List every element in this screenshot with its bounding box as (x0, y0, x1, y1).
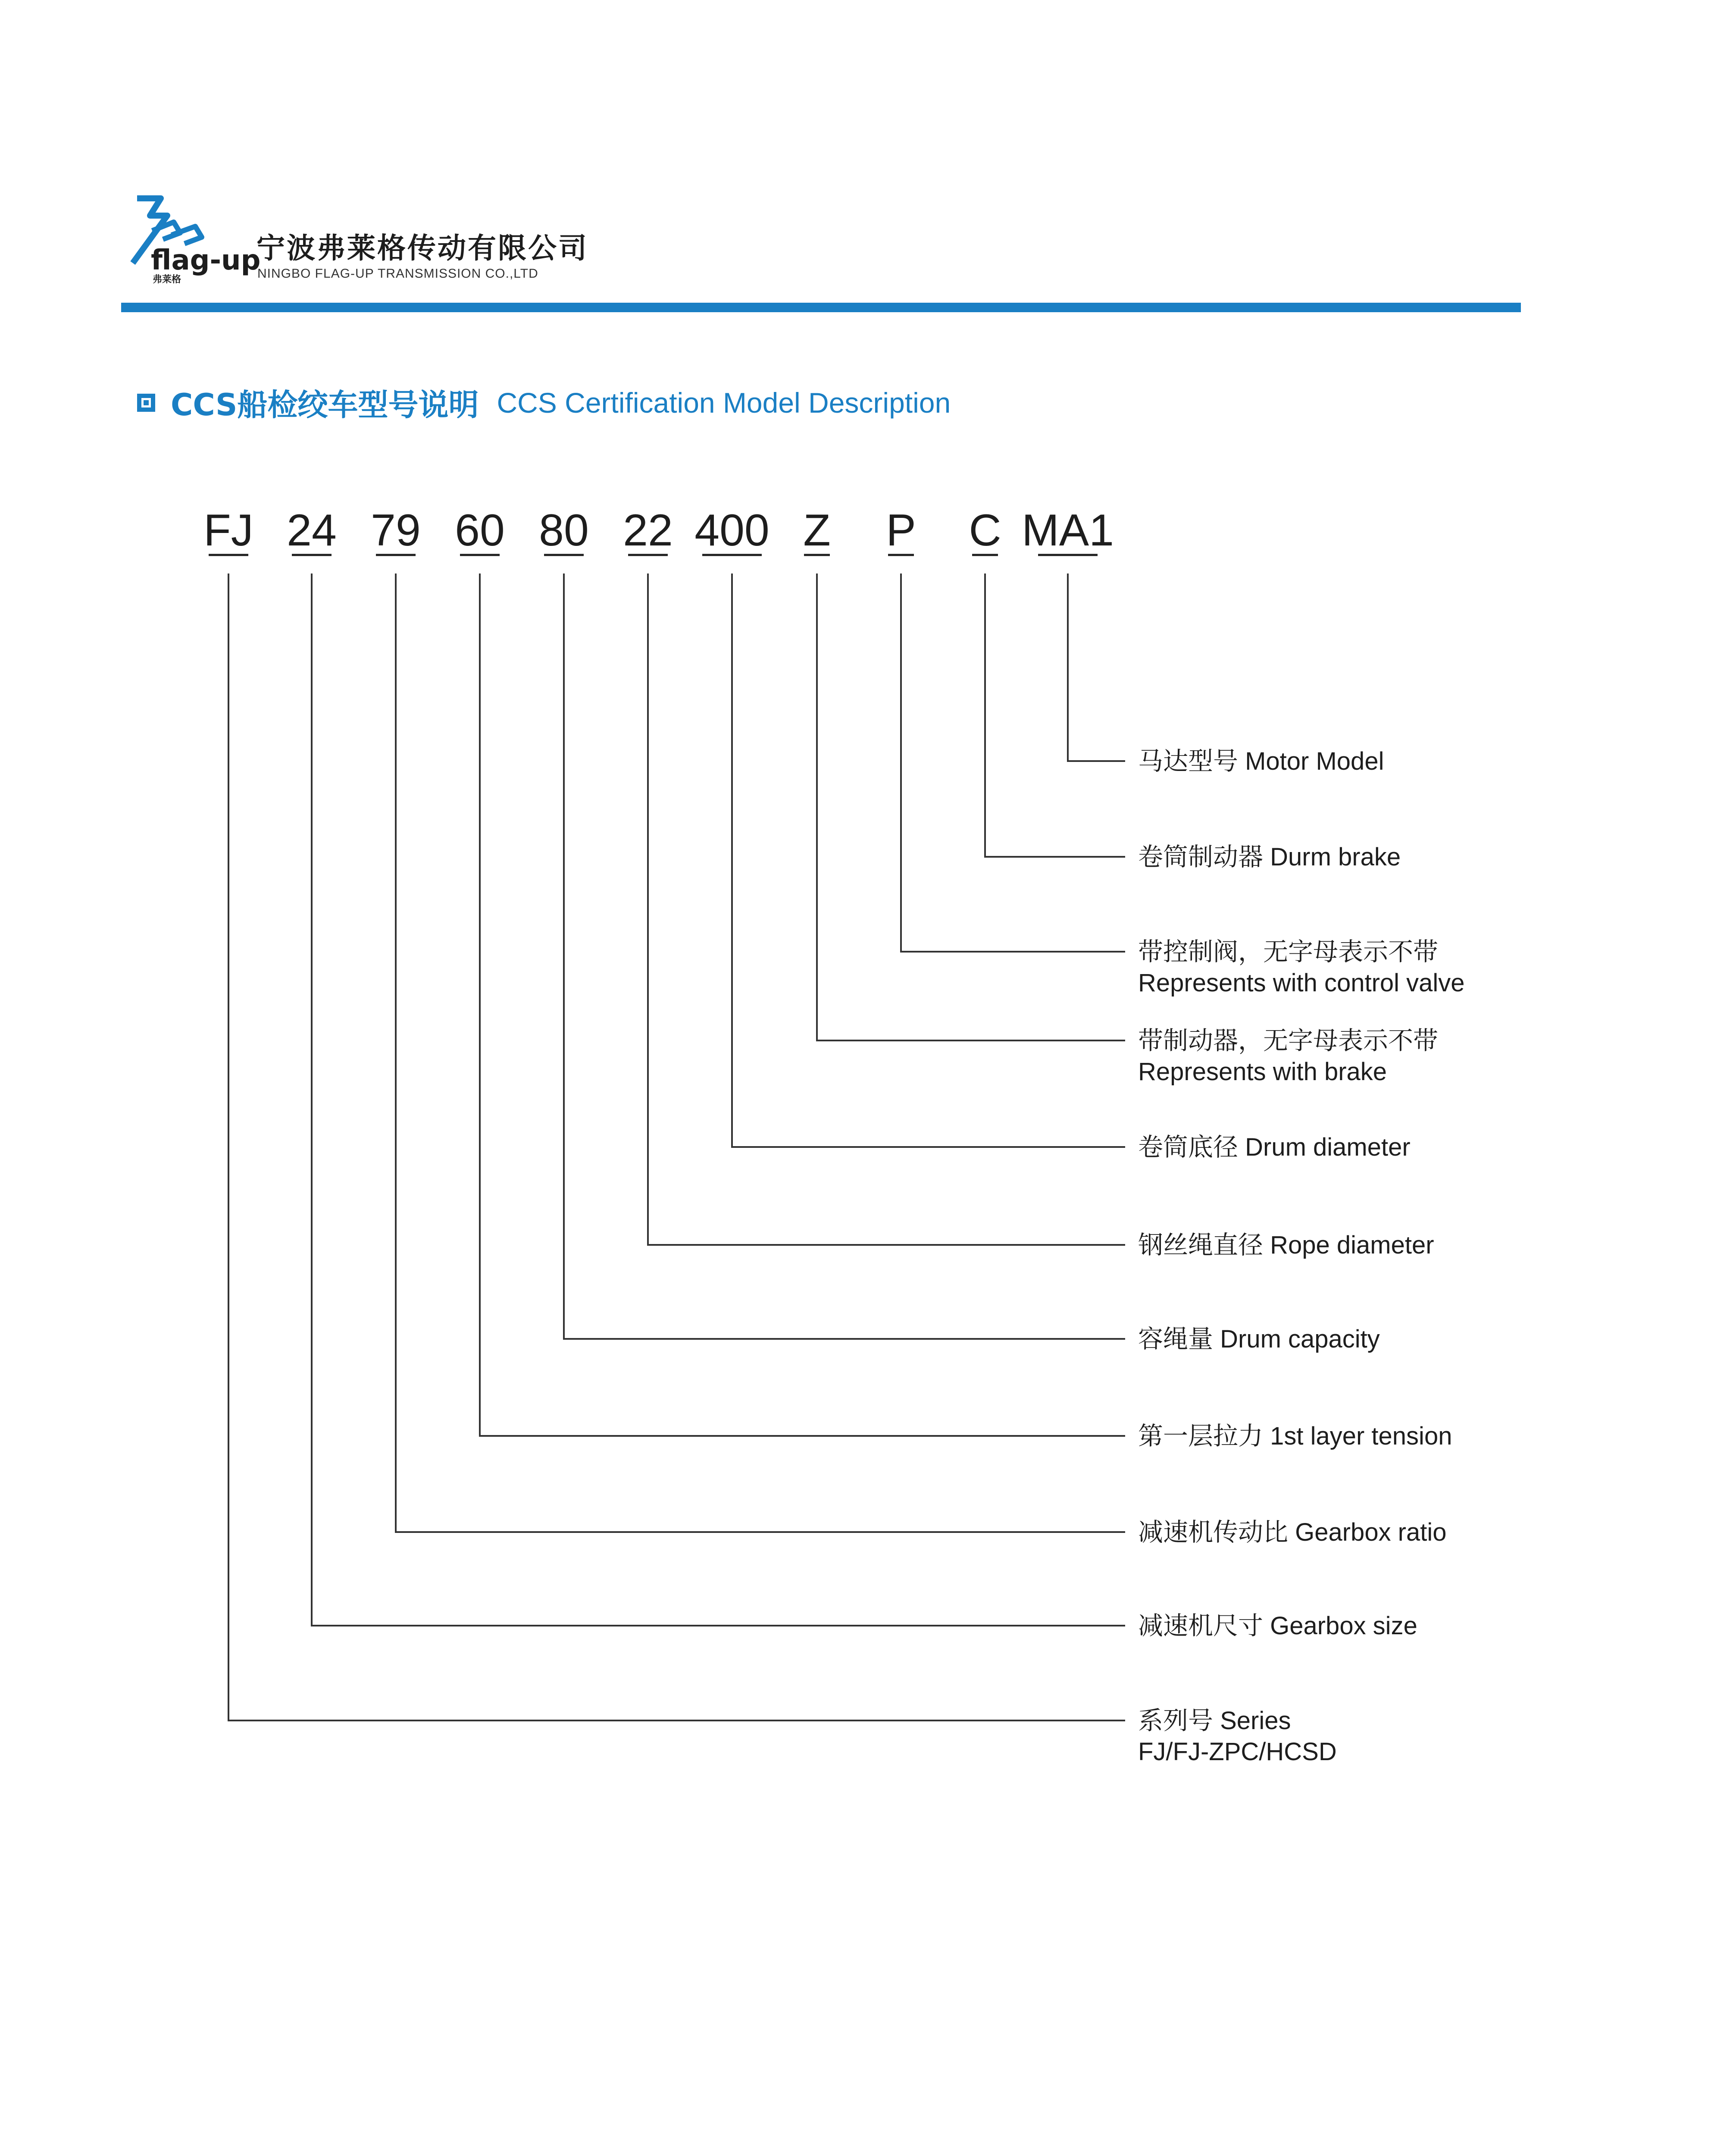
segment-description: 系列号 Series (1138, 1707, 1291, 1735)
leader-line (480, 573, 1125, 1436)
leader-line (648, 573, 1125, 1245)
model-code-segment: 80 (539, 505, 589, 555)
model-code-segment: 24 (287, 505, 337, 555)
segment-description: 卷筒底径 Drum diameter (1138, 1133, 1411, 1161)
logo-subtext: 弗莱格 (153, 274, 181, 285)
segment-description: 钢丝绳直径 Rope diameter (1138, 1231, 1434, 1259)
company-name-en: NINGBO FLAG-UP TRANSMISSION CO.,LTD (257, 266, 538, 281)
segment-description: 减速机尺寸 Gearbox size (1138, 1612, 1417, 1640)
segment-description: 带控制阀，无字母表示不带 (1138, 938, 1439, 966)
model-code-segment: 79 (371, 505, 421, 555)
segment-description: 第一层拉力 1st layer tension (1138, 1422, 1452, 1450)
model-code-segment: FJ (203, 505, 253, 555)
leader-line (985, 573, 1125, 857)
leader-line (396, 573, 1125, 1532)
segment-description: FJ/FJ-ZPC/HCSD (1138, 1738, 1337, 1766)
section-title-cn: CCS船检绞车型号说明 (171, 387, 479, 423)
model-code-segment: 22 (623, 505, 673, 555)
leader-line (732, 573, 1125, 1147)
leader-line (1068, 573, 1125, 761)
segment-description: 减速机传动比 Gearbox ratio (1138, 1518, 1447, 1546)
logo-text: flag-up (151, 244, 261, 276)
leader-line (817, 573, 1125, 1040)
leader-line (901, 573, 1125, 952)
section-title-en: CCS Certification Model Description (497, 386, 951, 419)
model-code-segment: Z (803, 505, 831, 555)
model-code-segment: P (886, 505, 916, 555)
company-name-cn: 宁波弗莱格传动有限公司 (256, 232, 588, 265)
segment-description: 容绳量 Drum capacity (1138, 1325, 1380, 1353)
segment-description: Represents with control valve (1138, 969, 1465, 997)
leader-line (312, 573, 1125, 1626)
segment-description: 带制动器，无字母表示不带 (1138, 1027, 1439, 1055)
model-code-segment: 400 (694, 505, 769, 555)
model-code-segment: MA1 (1022, 505, 1114, 555)
segment-description: Represents with brake (1138, 1058, 1387, 1086)
model-code-segment: C (969, 505, 1001, 555)
segment-description: 卷筒制动器 Durm brake (1138, 843, 1401, 871)
segment-description: 马达型号 Motor Model (1138, 747, 1384, 775)
model-code-segment: 60 (455, 505, 505, 555)
